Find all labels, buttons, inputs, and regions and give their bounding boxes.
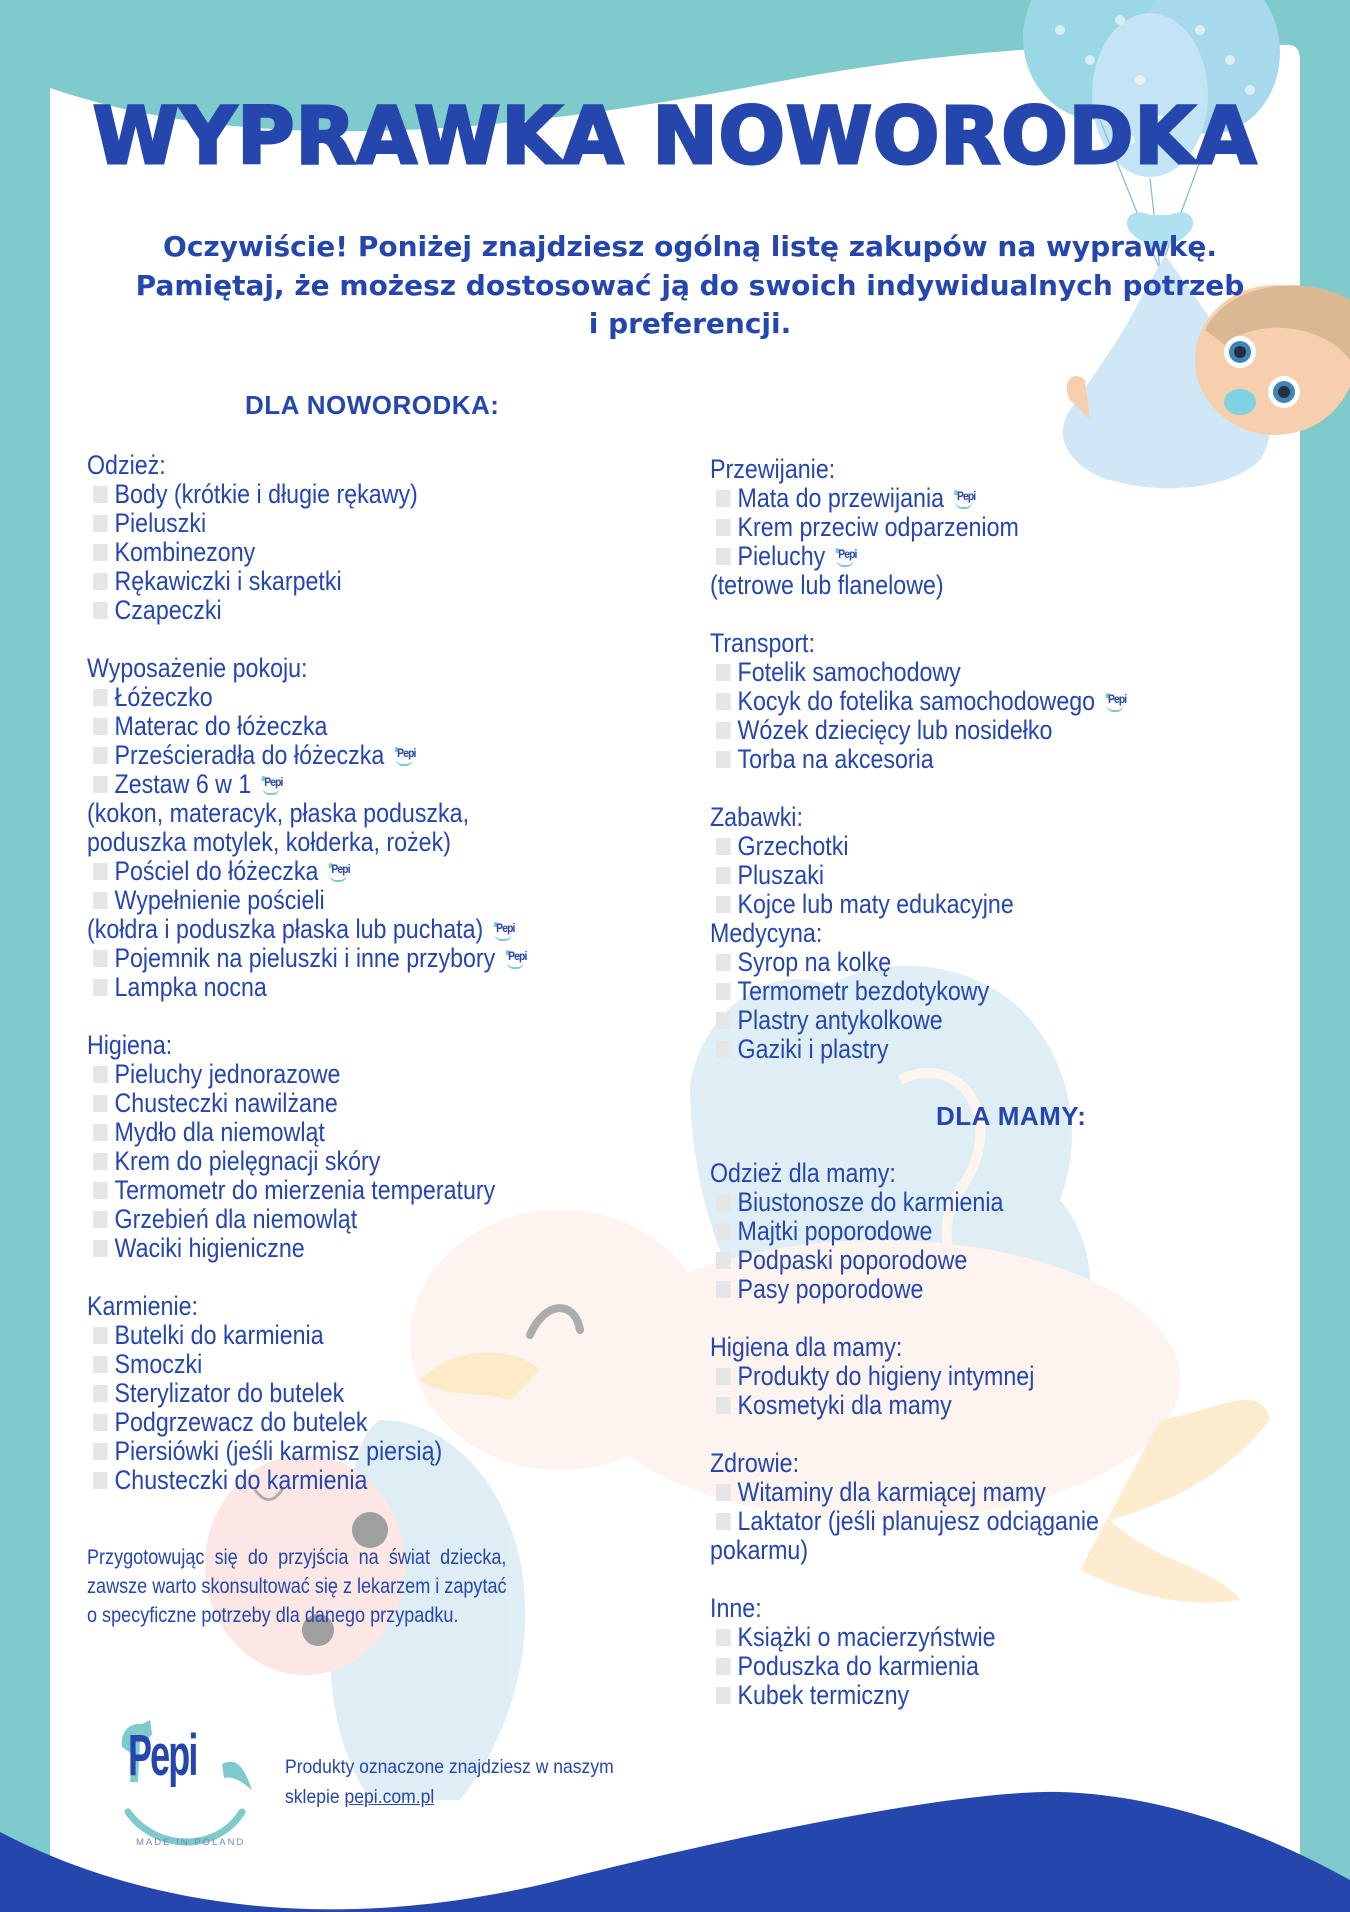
item-label: Biustonosze do karmienia [737,1187,1004,1217]
checklist-item[interactable] [87,770,603,799]
checklist-item[interactable] [710,687,1192,716]
item-label: Zestaw 6 w 1 [114,769,252,799]
item-label: Kombinezony [114,537,256,567]
rocker-icon [494,933,511,941]
item-note: poduszka motylek, kołderka, rożek) [87,827,451,857]
left-checklist-column [87,451,687,1495]
item-label: Butelki do karmienia [114,1320,324,1350]
shop-info-line [285,1782,614,1812]
rocker-icon [395,758,412,766]
checklist-item[interactable] [710,1362,1209,1391]
checkbox[interactable] [716,490,731,507]
rocking-horse-tail-icon [222,1762,252,1790]
rocker-icon [262,787,279,795]
checklist-item[interactable] [87,683,603,712]
checklist-item[interactable] [87,1408,603,1437]
checklist-item[interactable] [710,1275,1209,1304]
checklist-item[interactable] [710,832,1192,861]
checkbox[interactable] [93,979,108,996]
item-label: Rękawiczki i skarpetki [114,566,342,596]
pepi-product-icon [504,949,526,969]
checklist-item[interactable] [710,1623,1209,1652]
checklist-item[interactable] [710,745,1192,774]
group-spacer [710,1565,1290,1594]
checklist-group [710,1159,1290,1304]
pepi-mini-text: Pepi [508,948,527,963]
group-spacer [710,1304,1290,1333]
checkbox[interactable] [93,1182,108,1199]
consultation-note [87,1543,635,1630]
item-note-text: (kołdra i poduszka płaska lub puchata) [87,914,484,944]
item-note: pokarmu) [710,1535,809,1565]
checklist-item[interactable] [87,596,603,625]
item-label: Mata do przewijania [737,483,945,513]
checkbox[interactable] [93,515,108,532]
checklist-item[interactable] [710,658,1192,687]
pepi-mini-text: Pepi [496,920,515,935]
checklist-item[interactable] [87,1089,603,1118]
page-title: WYPRAWKA NOWORODKA [92,92,1258,182]
item-label: Wózek dziecięcy lub nosidełko [737,715,1053,745]
item-label: Grzechotki [737,831,849,861]
pepi-product-icon [953,489,975,509]
checklist-item[interactable] [710,890,1192,919]
checkbox[interactable] [716,1484,731,1501]
checkbox[interactable] [93,863,108,880]
checklist-item[interactable] [710,1188,1209,1217]
checkbox[interactable] [716,519,731,536]
item-label: Syrop na kolkę [737,947,892,977]
checklist-item[interactable] [87,886,603,915]
pepi-mini-text: Pepi [956,488,976,503]
checkbox[interactable] [716,983,731,1000]
checklist-item[interactable] [87,1466,603,1495]
checklist-item[interactable] [87,509,603,538]
pepi-mini-text: Pepi [838,546,857,561]
item-label: Pieluchy [737,541,826,571]
checkbox[interactable] [93,776,108,793]
checkbox[interactable] [93,1066,108,1083]
pepi-mini-text: Pepi [264,774,283,789]
pepi-product-icon [492,921,514,941]
note-line: o specyficzne potrzeby dla danego przypadku. [87,1604,459,1627]
checkbox[interactable] [93,602,108,619]
checkbox[interactable] [716,1252,731,1269]
checklist-item[interactable] [710,1217,1209,1246]
checklist-item[interactable] [87,1350,603,1379]
checkbox[interactable] [716,548,731,565]
checkbox[interactable] [93,950,108,967]
item-label: Mydło dla niemowląt [114,1117,325,1147]
checkbox[interactable] [93,1443,108,1460]
pepi-product-icon [1104,692,1126,712]
checkbox[interactable] [93,1414,108,1431]
pepi-mini-text: Pepi [1107,691,1127,706]
checklist-item[interactable] [710,1006,1192,1035]
checklist-item[interactable] [710,484,1192,513]
group-label: Higiena dla mamy: [710,1332,903,1362]
item-label: Pieluszki [114,508,207,538]
checkbox[interactable] [716,751,731,768]
checkbox[interactable] [716,1041,731,1058]
checklist-item[interactable] [87,567,603,596]
checklist-item[interactable] [710,716,1192,745]
checklist-item[interactable] [87,1176,603,1205]
item-note: (tetrowe lub flanelowe) [710,570,944,600]
item-label: Pościel do łóżeczka [114,856,319,886]
group-spacer [87,1263,687,1292]
checkbox[interactable] [716,1194,731,1211]
shop-info [285,1752,650,1812]
pepi-product-icon [393,746,415,766]
item-label: Plastry antykolkowe [737,1005,943,1035]
checklist-item[interactable] [710,1035,1192,1064]
pepi-product-icon [260,775,282,795]
item-label: Piersiówki (jeśli karmisz piersią) [114,1436,443,1466]
item-label: Materac do łóżeczka [114,711,328,741]
checklist-group [87,1292,687,1495]
group-label: Karmienie: [87,1291,198,1321]
item-label: Body (krótkie i długie rękawy) [114,479,418,509]
pepi-mini-text: Pepi [397,745,416,760]
checklist-item[interactable] [710,948,1192,977]
checkbox[interactable] [93,1385,108,1402]
checklist-item[interactable] [87,1118,603,1147]
pepi-mini-text: Pepi [331,861,350,876]
checkbox[interactable] [716,693,731,710]
checklist-group [87,1031,687,1263]
rocker-icon [506,961,523,969]
item-label: Kubek termiczny [737,1680,910,1710]
item-label: Kojce lub maty edukacyjne [737,889,1014,919]
item-label: Wypełnienie pościeli [114,885,325,915]
checkbox[interactable] [716,1687,731,1704]
checkbox[interactable] [716,1281,731,1298]
item-label: Czapeczki [114,595,222,625]
rocker-icon [330,874,347,882]
group-label: Zabawki: [710,802,803,832]
checkbox[interactable] [93,747,108,764]
item-label: Krem przeciw odparzeniom [737,512,1019,542]
checkbox[interactable] [716,1397,731,1414]
item-label: Laktator (jeśli planujesz odciąganie [737,1506,1099,1536]
checkbox[interactable] [93,1327,108,1344]
group-label: Zdrowie: [710,1448,800,1478]
checkbox[interactable] [93,1153,108,1170]
item-label: Produkty do higieny intymnej [737,1361,1035,1391]
item-label: Sterylizator do butelek [114,1378,345,1408]
checklist-item[interactable] [710,513,1192,542]
checklist-item[interactable] [87,538,603,567]
checklist-item[interactable] [710,1246,1209,1275]
checkbox[interactable] [716,722,731,739]
checklist-item[interactable] [87,741,603,770]
item-label: Termometr bezdotykowy [737,976,990,1006]
checklist-item[interactable] [710,977,1192,1006]
checklist-item[interactable] [710,1478,1209,1507]
checkbox[interactable] [716,896,731,913]
group-label: Wyposażenie pokoju: [87,653,308,683]
checklist-group [710,629,1270,774]
checklist-item[interactable] [710,542,1192,571]
checkbox[interactable] [93,544,108,561]
checkbox[interactable] [93,486,108,503]
item-label: Poduszka do karmienia [737,1651,979,1681]
checklist-group [710,1449,1290,1565]
checkbox[interactable] [716,867,731,884]
checklist-group [87,654,687,1002]
checkbox[interactable] [93,1472,108,1489]
checklist-item[interactable] [710,861,1192,890]
right-checklist-mom [710,1159,1290,1710]
logo-tagline: MADE IN POLAND [136,1837,246,1848]
rocker-icon [955,501,972,509]
item-label: Grzebień dla niemowląt [114,1204,358,1234]
checklist-item[interactable] [710,1652,1209,1681]
note-line: Przygotowując się do przyjścia na świat dziecka, [87,1546,507,1569]
checklist-group [710,803,1270,919]
item-label: Smoczki [114,1349,203,1379]
section-heading-newborn: DLA NOWORODKA: [245,390,500,420]
group-spacer [710,774,1270,803]
item-label: Kosmetyki dla mamy [737,1390,952,1420]
item-label: Gaziki i plastry [737,1034,889,1064]
item-label: Witaminy dla karmiącej mamy [737,1477,1046,1507]
checkbox[interactable] [93,718,108,735]
checklist-item[interactable] [87,480,603,509]
item-label: Pasy poporodowe [737,1274,924,1304]
checklist-item[interactable] [710,1507,1209,1536]
checkbox[interactable] [716,1658,731,1675]
checklist-group [710,1333,1290,1420]
item-label: Termometr do mierzenia temperatury [114,1175,496,1205]
checklist-item[interactable] [87,1205,603,1234]
checklist-item[interactable] [87,973,603,1002]
note-line: zawsze warto skonsultować się z lekarzem i zapytać [87,1575,507,1598]
intro-text [100,228,1280,344]
group-label: Odzież: [87,450,166,480]
checklist-item[interactable] [87,944,603,973]
checkbox[interactable] [716,1368,731,1385]
group-spacer [710,600,1270,629]
item-label: Majtki poporodowe [737,1216,933,1246]
checklist-group [710,1594,1290,1710]
checklist-group [710,455,1270,600]
pepi-logo-text: Pepi [128,1723,197,1788]
group-spacer [710,1420,1290,1449]
item-label: Torba na akcesoria [737,744,934,774]
checklist-item[interactable] [87,1234,603,1263]
intro-line: i preferencji. [588,307,792,340]
item-label: Podpaski poporodowe [737,1245,968,1275]
checklist-group [710,919,1270,1064]
item-label: Waciki higieniczne [114,1233,305,1263]
checkbox[interactable] [93,1211,108,1228]
pepi-product-icon [834,547,856,567]
checklist-item[interactable] [710,1681,1209,1710]
group-label: Transport: [710,628,815,658]
item-label: Kocyk do fotelika samochodowego [737,686,1096,716]
shop-link[interactable]: pepi.com.pl [344,1786,435,1808]
checkbox[interactable] [716,1629,731,1646]
checkbox[interactable] [93,1124,108,1141]
item-label: Pluszaki [737,860,824,890]
checkbox[interactable] [93,573,108,590]
item-label: Pieluchy jednorazowe [114,1059,341,1089]
rocker-icon [836,559,853,567]
group-label: Odzież dla mamy: [710,1158,896,1188]
checkbox[interactable] [716,1223,731,1240]
intro-line: Oczywiście! Poniżej znajdziesz ogólną listę zakupów na wyprawkę. [163,230,1217,263]
checkbox[interactable] [93,892,108,909]
checkbox[interactable] [93,1240,108,1257]
checkbox[interactable] [716,838,731,855]
item-label: Krem do pielęgnacji skóry [114,1146,381,1176]
group-spacer [87,1002,687,1031]
item-note [87,915,603,944]
checklist-item[interactable] [87,1147,603,1176]
item-label: Podgrzewacz do butelek [114,1407,368,1437]
checkbox[interactable] [93,689,108,706]
group-label: Higiena: [87,1030,173,1060]
item-label: Prześcieradła do łóżeczka [114,740,385,770]
shop-info-line: Produkty oznaczone znajdziesz w naszym [285,1756,614,1778]
shop-prefix: sklepie [285,1786,345,1808]
checklist-item[interactable] [87,1321,603,1350]
item-label: Pojemnik na pieluszki i inne przybory [114,943,496,973]
checklist-group [87,451,687,625]
group-label: Medycyna: [710,918,823,948]
group-label: Przewijanie: [710,454,836,484]
checkbox[interactable] [93,1356,108,1373]
checklist-item[interactable] [87,1379,603,1408]
item-label: Łóżeczko [114,682,213,712]
item-label: Chusteczki do karmienia [114,1465,368,1495]
item-label: Książki o macierzyństwie [737,1622,996,1652]
pepi-product-icon [327,862,349,882]
checkbox[interactable] [716,1012,731,1029]
item-label: Fotelik samochodowy [737,657,961,687]
section-heading-mom: DLA MAMY: [936,1101,1087,1131]
checkbox[interactable] [93,1095,108,1112]
item-label: Lampka nocna [114,972,267,1002]
checkbox[interactable] [716,664,731,681]
item-label: Chusteczki nawilżane [114,1088,338,1118]
checklist-item[interactable] [87,857,603,886]
checkbox[interactable] [716,954,731,971]
item-note: (kokon, materacyk, płaska poduszka, [87,798,470,828]
checklist-item[interactable] [87,1060,603,1089]
checkbox[interactable] [716,1513,731,1530]
group-spacer [87,625,687,654]
rocker-icon [1106,704,1123,712]
checklist-item[interactable] [87,1437,603,1466]
right-checklist-newborn [710,455,1270,1064]
checklist-item[interactable] [710,1391,1209,1420]
group-label: Inne: [710,1593,762,1623]
checklist-item[interactable] [87,712,603,741]
intro-line: Pamiętaj, że możesz dostosować ją do swoich indywidualnych potrzeb [135,268,1245,302]
